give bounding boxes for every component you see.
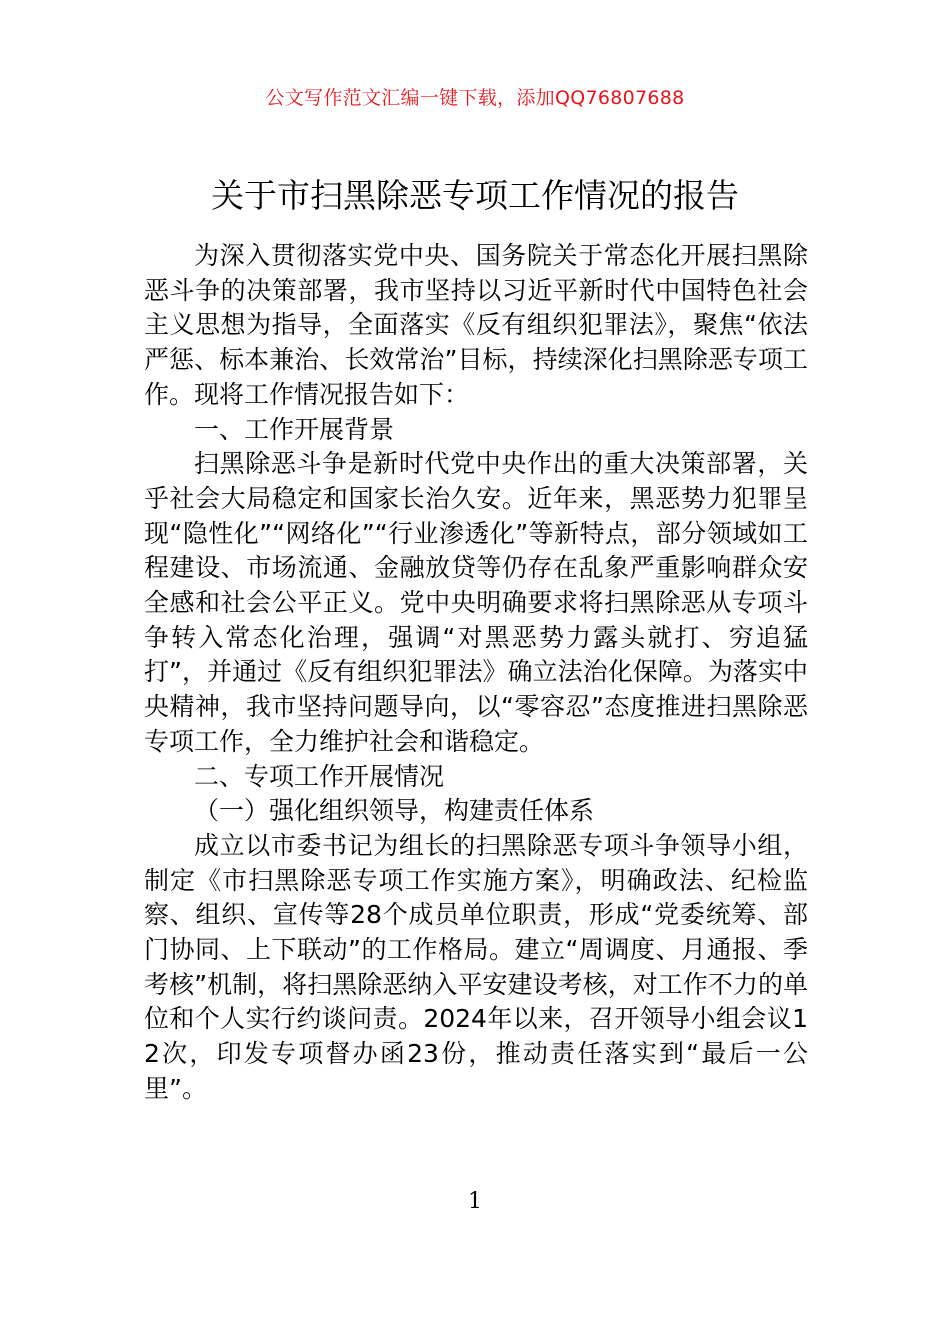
- section-1-heading: 一、工作开展背景: [194, 414, 395, 444]
- intro-paragraph: 为深入贯彻落实党中央、国务院关于常态化开展扫黑除恶斗争的决策部署，我市坚持以习近平新时代中国特色社会主义思想为指导，全面落实《反有组织犯罪法》，聚焦“依法严惩、标本兼治、长效常治”目标，持续深化扫黑除恶专项工作。现将工作情况报告如下：: [144, 241, 808, 409]
- page-number: 1: [468, 1189, 482, 1214]
- document-body: [144, 239, 808, 1107]
- section-2-heading: 二、专项工作开展情况: [194, 761, 445, 791]
- subsection-1-heading: （一）强化组织领导，构建责任体系: [194, 796, 595, 826]
- section-1-paragraph: 扫黑除恶斗争是新时代党中央作出的重大决策部署，关乎社会大局稳定和国家长治久安。近年来，黑恶势力犯罪呈现“隐性化”“网络化”“行业渗透化”等新特点，部分领域如工程建设、市场流通、金融放贷等仍存在乱象严重影响群众安全感和社会公平正义。党中央明确要求将扫黑除恶从专项斗争转入常态化治理，强调“对黑恶势力露头就打、穷追猛打”，并通过《反有组织犯罪法》确立法治化保障。为落实中央精神，我市坚持问题导向，以“零容忍”态度推进扫黑除恶专项工作，全力维护社会和谐稳定。: [144, 449, 808, 756]
- header-download-note: 公文写作范文汇编一键下载，添加QQ76807688: [265, 87, 685, 109]
- document-title: 关于市扫黑除恶专项工作情况的报告: [211, 176, 739, 215]
- subsection-1-paragraph: 成立以市委书记为组长的扫黑除恶专项斗争领导小组，制定《市扫黑除恶专项工作实施方案》，明确政法、纪检监察、组织、宣传等28个成员单位职责，形成“党委统筹、部门协同、上下联动”的工作格局。建立“周调度、月通报、季考核”机制，将扫黑除恶纳入平安建设考核，对工作不力的单位和个人实行约谈问责。2024年以来，召开领导小组会议12次，印发专项督办函23份，推动责任落实到“最后一公里”。: [144, 830, 808, 1103]
